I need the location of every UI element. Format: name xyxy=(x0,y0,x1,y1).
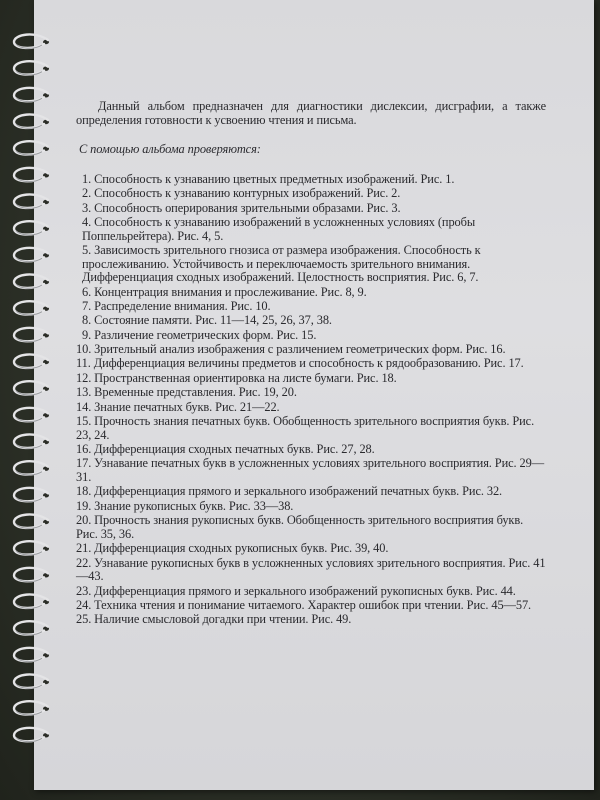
binding-ring xyxy=(14,648,49,662)
list-item: 23. Дифференциация прямого и зеркального изображений рукописных букв. Рис. 44. xyxy=(76,583,516,598)
binding-ring xyxy=(14,114,49,128)
list-item: 9. Различение геометрических форм. Рис. 15. xyxy=(82,327,317,342)
list-item: 5. Зависимость зрительного гнозиса от размера изображения. Способность к прослеживанию. Устойчивость и переключаемость зрительного внимания. Дифференциация сходных изображений. Целостность восприятия. Рис. 6, 7. xyxy=(82,242,481,285)
list-item: 18. Дифференциация прямого и зеркального изображений печатных букв. Рис. 32. xyxy=(76,484,503,499)
list-item: 12. Пространственная ориентировка на листе бумаги. Рис. 18. xyxy=(76,370,397,385)
binding-ring xyxy=(14,381,49,395)
list-item: 6. Концентрация внимания и прослеживание. Рис. 8, 9. xyxy=(82,284,367,299)
list-item: 15. Прочность знания печатных букв. Обобщенность зрительного восприятия букв. Рис. 23, 24. xyxy=(76,414,535,442)
binding-ring xyxy=(14,221,49,235)
list-item: 20. Прочность знания рукописных букв. Обобщенность зрительного восприятия букв. Рис. 35, 36. xyxy=(76,513,524,541)
diagnostics-list xyxy=(76,173,546,627)
binding-ring xyxy=(14,461,49,475)
spiral-binding xyxy=(8,30,58,750)
binding-ring xyxy=(14,594,49,608)
binding-ring xyxy=(14,194,49,208)
binding-ring xyxy=(14,328,49,342)
binding-ring xyxy=(14,488,49,502)
intro-paragraph: Данный альбом предназначен для диагностики дислексии, дисграфии, а также определения готовности к усвоению чтения и письма. xyxy=(76,99,546,127)
list-item: 25. Наличие смысловой догадки при чтении. Рис. 49. xyxy=(76,612,352,627)
list-item: 13. Временные представления. Рис. 19, 20. xyxy=(76,385,297,400)
binding-ring xyxy=(14,621,49,635)
binding-ring xyxy=(14,61,49,75)
binding-ring xyxy=(14,728,49,742)
binding-ring xyxy=(14,88,49,102)
binding-ring xyxy=(14,541,49,555)
list-item: 7. Распределение внимания. Рис. 10. xyxy=(82,298,271,313)
list-item: 2. Способность к узнаванию контурных изображений. Рис. 2. xyxy=(82,186,401,201)
binding-ring xyxy=(14,568,49,582)
binding-ring xyxy=(14,434,49,448)
list-item: 8. Состояние памяти. Рис. 11—14, 25, 26, 37, 38. xyxy=(82,313,332,328)
binding-ring xyxy=(14,514,49,528)
list-item: 1. Способность к узнаванию цветных предметных изображений. Рис. 1. xyxy=(82,171,455,186)
binding-ring xyxy=(14,248,49,262)
list-item: 16. Дифференциация сходных печатных букв. Рис. 27, 28. xyxy=(76,442,375,457)
binding-ring xyxy=(14,354,49,368)
page-content xyxy=(76,100,546,628)
list-heading: С помощью альбома проверяются: xyxy=(79,142,261,157)
list-item: 19. Знание рукописных букв. Рис. 33—38. xyxy=(76,498,294,513)
list-item: 10. Зрительный анализ изображения с различением геометрических форм. Рис. 16. xyxy=(76,342,506,357)
list-item: 21. Дифференциация сходных рукописных букв. Рис. 39, 40. xyxy=(76,541,389,556)
binding-ring xyxy=(14,34,49,48)
list-item: 22. Узнавание рукописных букв в усложненных условиях зрительного восприятия. Рис. 41—43. xyxy=(76,555,546,584)
list-item: 3. Способность оперирования зрительными образами. Рис. 3. xyxy=(82,200,401,215)
binding-ring xyxy=(14,701,49,715)
binding-ring xyxy=(14,301,49,315)
binding-ring xyxy=(14,408,49,422)
list-item: 4. Способность к узнаванию изображений в усложненных условиях (пробы Поппельрейтера). Рис. 4, 5. xyxy=(82,214,476,243)
binding-ring xyxy=(14,674,49,688)
list-item: 11. Дифференциация величины предметов и способность к рядообразованию. Рис. 17. xyxy=(76,356,524,371)
list-item: 24. Техника чтения и понимание читаемого. Характер ошибок при чтении. Рис. 45—57. xyxy=(76,597,532,612)
binding-ring xyxy=(14,168,49,182)
list-item: 17. Узнавание печатных букв в усложненных условиях зрительного восприятия. Рис. 29—31. xyxy=(76,456,544,484)
binding-ring xyxy=(14,141,49,155)
binding-ring xyxy=(14,274,49,288)
list-item: 14. Знание печатных букв. Рис. 21—22. xyxy=(76,399,280,414)
